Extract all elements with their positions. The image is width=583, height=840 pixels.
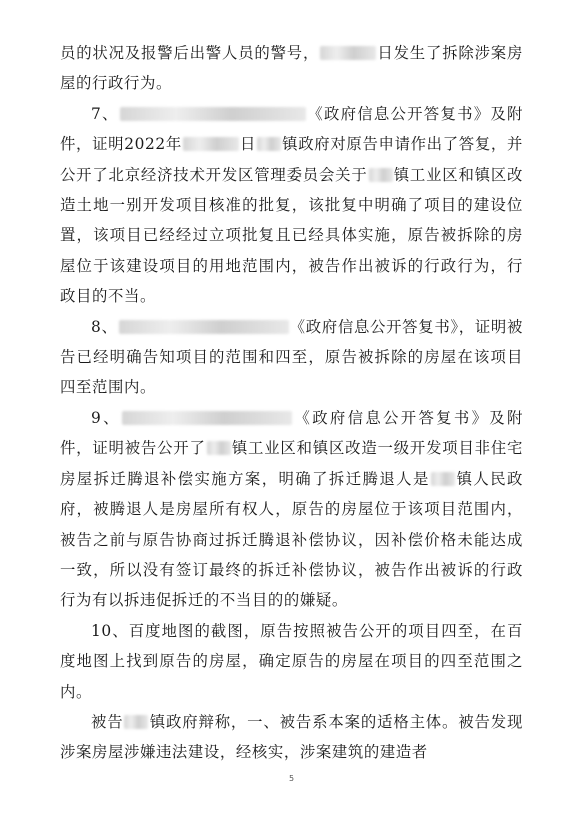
redaction xyxy=(183,137,239,151)
paragraph-evidence-8 xyxy=(60,312,523,403)
text-run: 10、百度地图的截图，原告按照被告公开的项目四至，在百度地图上找到原告的房屋，确定原告的房屋在项目的四至范围之内。 xyxy=(60,621,523,701)
paragraph-evidence-10 xyxy=(60,616,523,707)
text-run: 镇政府辩称，一、被告系本案的适格主体。被告发现涉案房屋涉嫌违法建设，经核实，涉案建筑的建造者 xyxy=(60,712,523,762)
paragraph-defendant-statement xyxy=(60,707,523,768)
redaction xyxy=(369,168,393,182)
text-run: 镇工业区和镇区改造一级开发项目非住宅房屋拆迁腾退补偿实施方案，明确了拆迁腾退人是 xyxy=(60,439,523,488)
text-run: 《政府信息公开答复书》及附件，证明被告公开了 xyxy=(60,408,523,458)
paragraph-evidence-7 xyxy=(60,99,523,312)
redaction xyxy=(320,46,376,60)
text-run: 被告 xyxy=(91,712,124,731)
text-run: 7、 xyxy=(91,104,119,123)
body-text xyxy=(60,38,523,768)
text-run: 《政府信息公开答复书》及附件，证明2022年 xyxy=(60,104,523,154)
redaction xyxy=(119,320,289,334)
paragraph-evidence-9 xyxy=(60,403,523,616)
redaction xyxy=(431,472,455,486)
redaction xyxy=(120,107,306,121)
paragraph-continuation xyxy=(60,38,523,99)
text-run: 日 xyxy=(239,135,257,154)
page-number: 5 xyxy=(288,774,295,783)
redaction xyxy=(257,137,281,151)
text-run: 镇人民政府，被腾退人是房屋所有权人，原告的房屋位于该项目范围内，被告之前与原告协商过拆迁腾退补偿协议，因补偿价格未能达成一致，所以没有签订最终的拆迁补偿协议，被告作出被诉的行政行为有以拆违促拆迁的不当目的的嫌疑。 xyxy=(60,469,523,610)
text-run: 9、 xyxy=(91,408,121,427)
redaction xyxy=(207,441,231,455)
redaction xyxy=(124,715,148,729)
text-run: 镇政府对原告申请作出了答复，并公开了北京经济技术开发区管理委员会关于 xyxy=(60,135,523,184)
text-run: 《政府信息公开答复书》，证明被告已经明确告知项目的范围和四至，原告被拆除的房屋在该项目四至范围内。 xyxy=(60,317,523,397)
text-run: 员的状况及报警后出警人员的警号， xyxy=(60,44,320,62)
text-run: 日发生了拆除涉案房屋的行政行为。 xyxy=(60,44,523,93)
text-run: 镇工业区和镇区改造土地一别开发项目核准的批复，该批复中明确了项目的建设位置，该项目已经经过立项批复且已经具体实施，原告被拆除的房屋位于该建设项目的用地范围内，被告作出被诉的行政行为，行政目的不当。 xyxy=(60,165,523,306)
text-run: 8、 xyxy=(91,317,118,336)
redaction xyxy=(122,411,292,425)
